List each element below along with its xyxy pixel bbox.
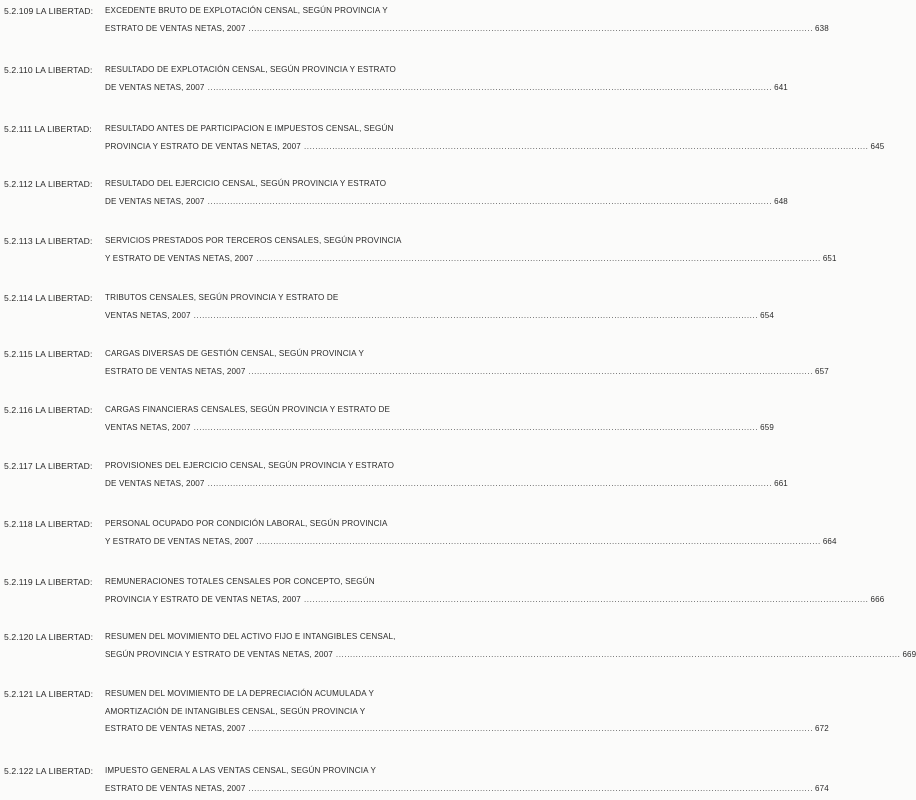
entry-page-number: 659 <box>760 423 774 432</box>
entry-title: CARGAS FINANCIERAS CENSALES, SEGÚN PROVINCIA Y ESTRATO DE <box>105 405 391 414</box>
entry-title-line <box>105 577 459 586</box>
entry-title-line <box>105 405 459 414</box>
entry-title: RESULTADO DEL EJERCICIO CENSAL, SEGÚN PROVINCIA Y ESTRATO <box>105 179 387 188</box>
entry-title: RESUMEN DEL MOVIMIENTO DEL ACTIVO FIJO E INTANGIBLES CENSAL, <box>105 632 396 641</box>
leader-dots: ........................................................................................................................................................................................................ <box>193 423 759 432</box>
entry-title: SEGÚN PROVINCIA Y ESTRATO DE VENTAS NETAS, 2007 <box>105 650 333 659</box>
entry-title: RESUMEN DEL MOVIMIENTO DE LA DEPRECIACIÓN ACUMULADA Y <box>105 689 375 698</box>
entry-title-line-last <box>105 367 829 376</box>
entry-title-line-last <box>105 784 829 793</box>
leader-dots: ........................................................................................................................................................................................................ <box>256 537 821 546</box>
entry-page-number: 672 <box>815 724 829 733</box>
entry-page-number: 654 <box>760 311 774 320</box>
entry-code: 5.2.118 LA LIBERTAD: <box>4 519 93 529</box>
entry-page-number: 638 <box>815 24 829 33</box>
entry-page-number: 645 <box>870 142 885 151</box>
entry-title-line <box>105 179 459 188</box>
entry-code: 5.2.110 LA LIBERTAD: <box>4 65 93 75</box>
entry-title: PROVISIONES DEL EJERCICIO CENSAL, SEGÚN PROVINCIA Y ESTRATO <box>105 461 395 470</box>
entry-code: 5.2.115 LA LIBERTAD: <box>4 349 93 359</box>
leader-dots: ........................................................................................................................................................................................................ <box>303 595 869 604</box>
leader-dots: ........................................................................................................................................................................................................ <box>207 197 773 206</box>
entry-title-line <box>105 461 459 470</box>
entry-title-line-last <box>105 83 788 92</box>
leader-dots: ........................................................................................................................................................................................................ <box>248 724 814 733</box>
entry-title: AMORTIZACIÓN DE INTANGIBLES CENSAL, SEGÚN PROVINCIA Y <box>105 707 366 716</box>
entry-title-line-last <box>105 650 916 659</box>
entry-title-line <box>105 519 459 528</box>
entry-title-line-last <box>105 24 829 33</box>
entry-title-line <box>105 293 459 302</box>
entry-title-line-last <box>105 197 788 206</box>
entry-title: RESULTADO ANTES DE PARTICIPACION E IMPUESTOS CENSAL, SEGÚN <box>105 124 394 133</box>
entry-title: Y ESTRATO DE VENTAS NETAS, 2007 <box>105 537 254 546</box>
leader-dots: ........................................................................................................................................................................................................ <box>303 142 869 151</box>
entry-page-number: 661 <box>774 479 788 488</box>
entry-title-line-last <box>105 537 837 546</box>
entry-title-line <box>105 65 459 74</box>
entry-code: 5.2.111 LA LIBERTAD: <box>4 124 92 134</box>
entry-title-line-last <box>105 479 788 488</box>
entry-title: Y ESTRATO DE VENTAS NETAS, 2007 <box>105 254 254 263</box>
entry-title: ESTRATO DE VENTAS NETAS, 2007 <box>105 784 246 793</box>
leader-dots: ........................................................................................................................................................................................................ <box>207 83 773 92</box>
entry-title: IMPUESTO GENERAL A LAS VENTAS CENSAL, SEGÚN PROVINCIA Y <box>105 766 377 775</box>
entry-title-line <box>105 349 459 358</box>
leader-dots: ........................................................................................................................................................................................................ <box>248 784 814 793</box>
entry-page-number: 666 <box>870 595 885 604</box>
entry-title-line-last <box>105 311 774 320</box>
entry-title: PERSONAL OCUPADO POR CONDICIÓN LABORAL, SEGÚN PROVINCIA <box>105 519 388 528</box>
leader-dots: ........................................................................................................................................................................................................ <box>256 254 821 263</box>
entry-title: PROVINCIA Y ESTRATO DE VENTAS NETAS, 2007 <box>105 595 301 604</box>
entry-page-number: 669 <box>902 650 916 659</box>
entry-code: 5.2.117 LA LIBERTAD: <box>4 461 93 471</box>
entry-title-line <box>105 689 459 698</box>
entry-code: 5.2.113 LA LIBERTAD: <box>4 236 93 246</box>
entry-page-number: 641 <box>774 83 788 92</box>
entry-title-line <box>105 124 459 133</box>
entry-code: 5.2.121 LA LIBERTAD: <box>4 689 94 699</box>
entry-title: PROVINCIA Y ESTRATO DE VENTAS NETAS, 2007 <box>105 142 301 151</box>
entry-code: 5.2.114 LA LIBERTAD: <box>4 293 93 303</box>
entry-page-number: 674 <box>815 784 829 793</box>
entry-title: ESTRATO DE VENTAS NETAS, 2007 <box>105 367 246 376</box>
entry-title-line <box>105 236 459 245</box>
entry-page-number: 664 <box>822 537 837 546</box>
entry-title: SERVICIOS PRESTADOS POR TERCEROS CENSALES, SEGÚN PROVINCIA <box>105 236 402 245</box>
leader-dots: ........................................................................................................................................................................................................ <box>207 479 773 488</box>
leader-dots: ........................................................................................................................................................................................................ <box>335 650 901 659</box>
entry-title: DE VENTAS NETAS, 2007 <box>105 479 205 488</box>
entry-title-line-last <box>105 595 885 604</box>
entry-title-line <box>105 632 459 641</box>
entry-title: ESTRATO DE VENTAS NETAS, 2007 <box>105 724 246 733</box>
entry-code: 5.2.116 LA LIBERTAD: <box>4 405 93 415</box>
entry-title: EXCEDENTE BRUTO DE EXPLOTACIÓN CENSAL, SEGÚN PROVINCIA Y <box>105 6 388 15</box>
entry-code: 5.2.112 LA LIBERTAD: <box>4 179 93 189</box>
entry-code: 5.2.119 LA LIBERTAD: <box>4 577 93 587</box>
entry-title: REMUNERACIONES TOTALES CENSALES POR CONCEPTO, SEGÚN <box>105 577 375 586</box>
leader-dots: ........................................................................................................................................................................................................ <box>248 367 814 376</box>
entry-title-line-last <box>105 423 774 432</box>
entry-page-number: 657 <box>815 367 829 376</box>
entry-title: CARGAS DIVERSAS DE GESTIÓN CENSAL, SEGÚN PROVINCIA Y <box>105 349 365 358</box>
entry-title: DE VENTAS NETAS, 2007 <box>105 83 205 92</box>
entry-title-line-last <box>105 142 885 151</box>
entry-title: VENTAS NETAS, 2007 <box>105 423 191 432</box>
entry-title: DE VENTAS NETAS, 2007 <box>105 197 205 206</box>
entry-title-line-last <box>105 724 829 733</box>
entry-code: 5.2.120 LA LIBERTAD: <box>4 632 94 642</box>
entry-title: ESTRATO DE VENTAS NETAS, 2007 <box>105 24 246 33</box>
entry-title-line-last <box>105 254 837 263</box>
entry-title: TRIBUTOS CENSALES, SEGÚN PROVINCIA Y ESTRATO DE <box>105 293 339 302</box>
entry-code: 5.2.122 LA LIBERTAD: <box>4 766 94 776</box>
entry-title: RESULTADO DE EXPLOTACIÓN CENSAL, SEGÚN PROVINCIA Y ESTRATO <box>105 65 396 74</box>
entry-title-line <box>105 6 459 15</box>
entry-code: 5.2.109 LA LIBERTAD: <box>4 6 94 16</box>
entry-title-line <box>105 766 459 775</box>
entry-page-number: 648 <box>774 197 788 206</box>
entry-page-number: 651 <box>822 254 837 263</box>
leader-dots: ........................................................................................................................................................................................................ <box>248 24 814 33</box>
leader-dots: ........................................................................................................................................................................................................ <box>193 311 759 320</box>
entry-title-line <box>105 707 459 716</box>
entry-title: VENTAS NETAS, 2007 <box>105 311 191 320</box>
